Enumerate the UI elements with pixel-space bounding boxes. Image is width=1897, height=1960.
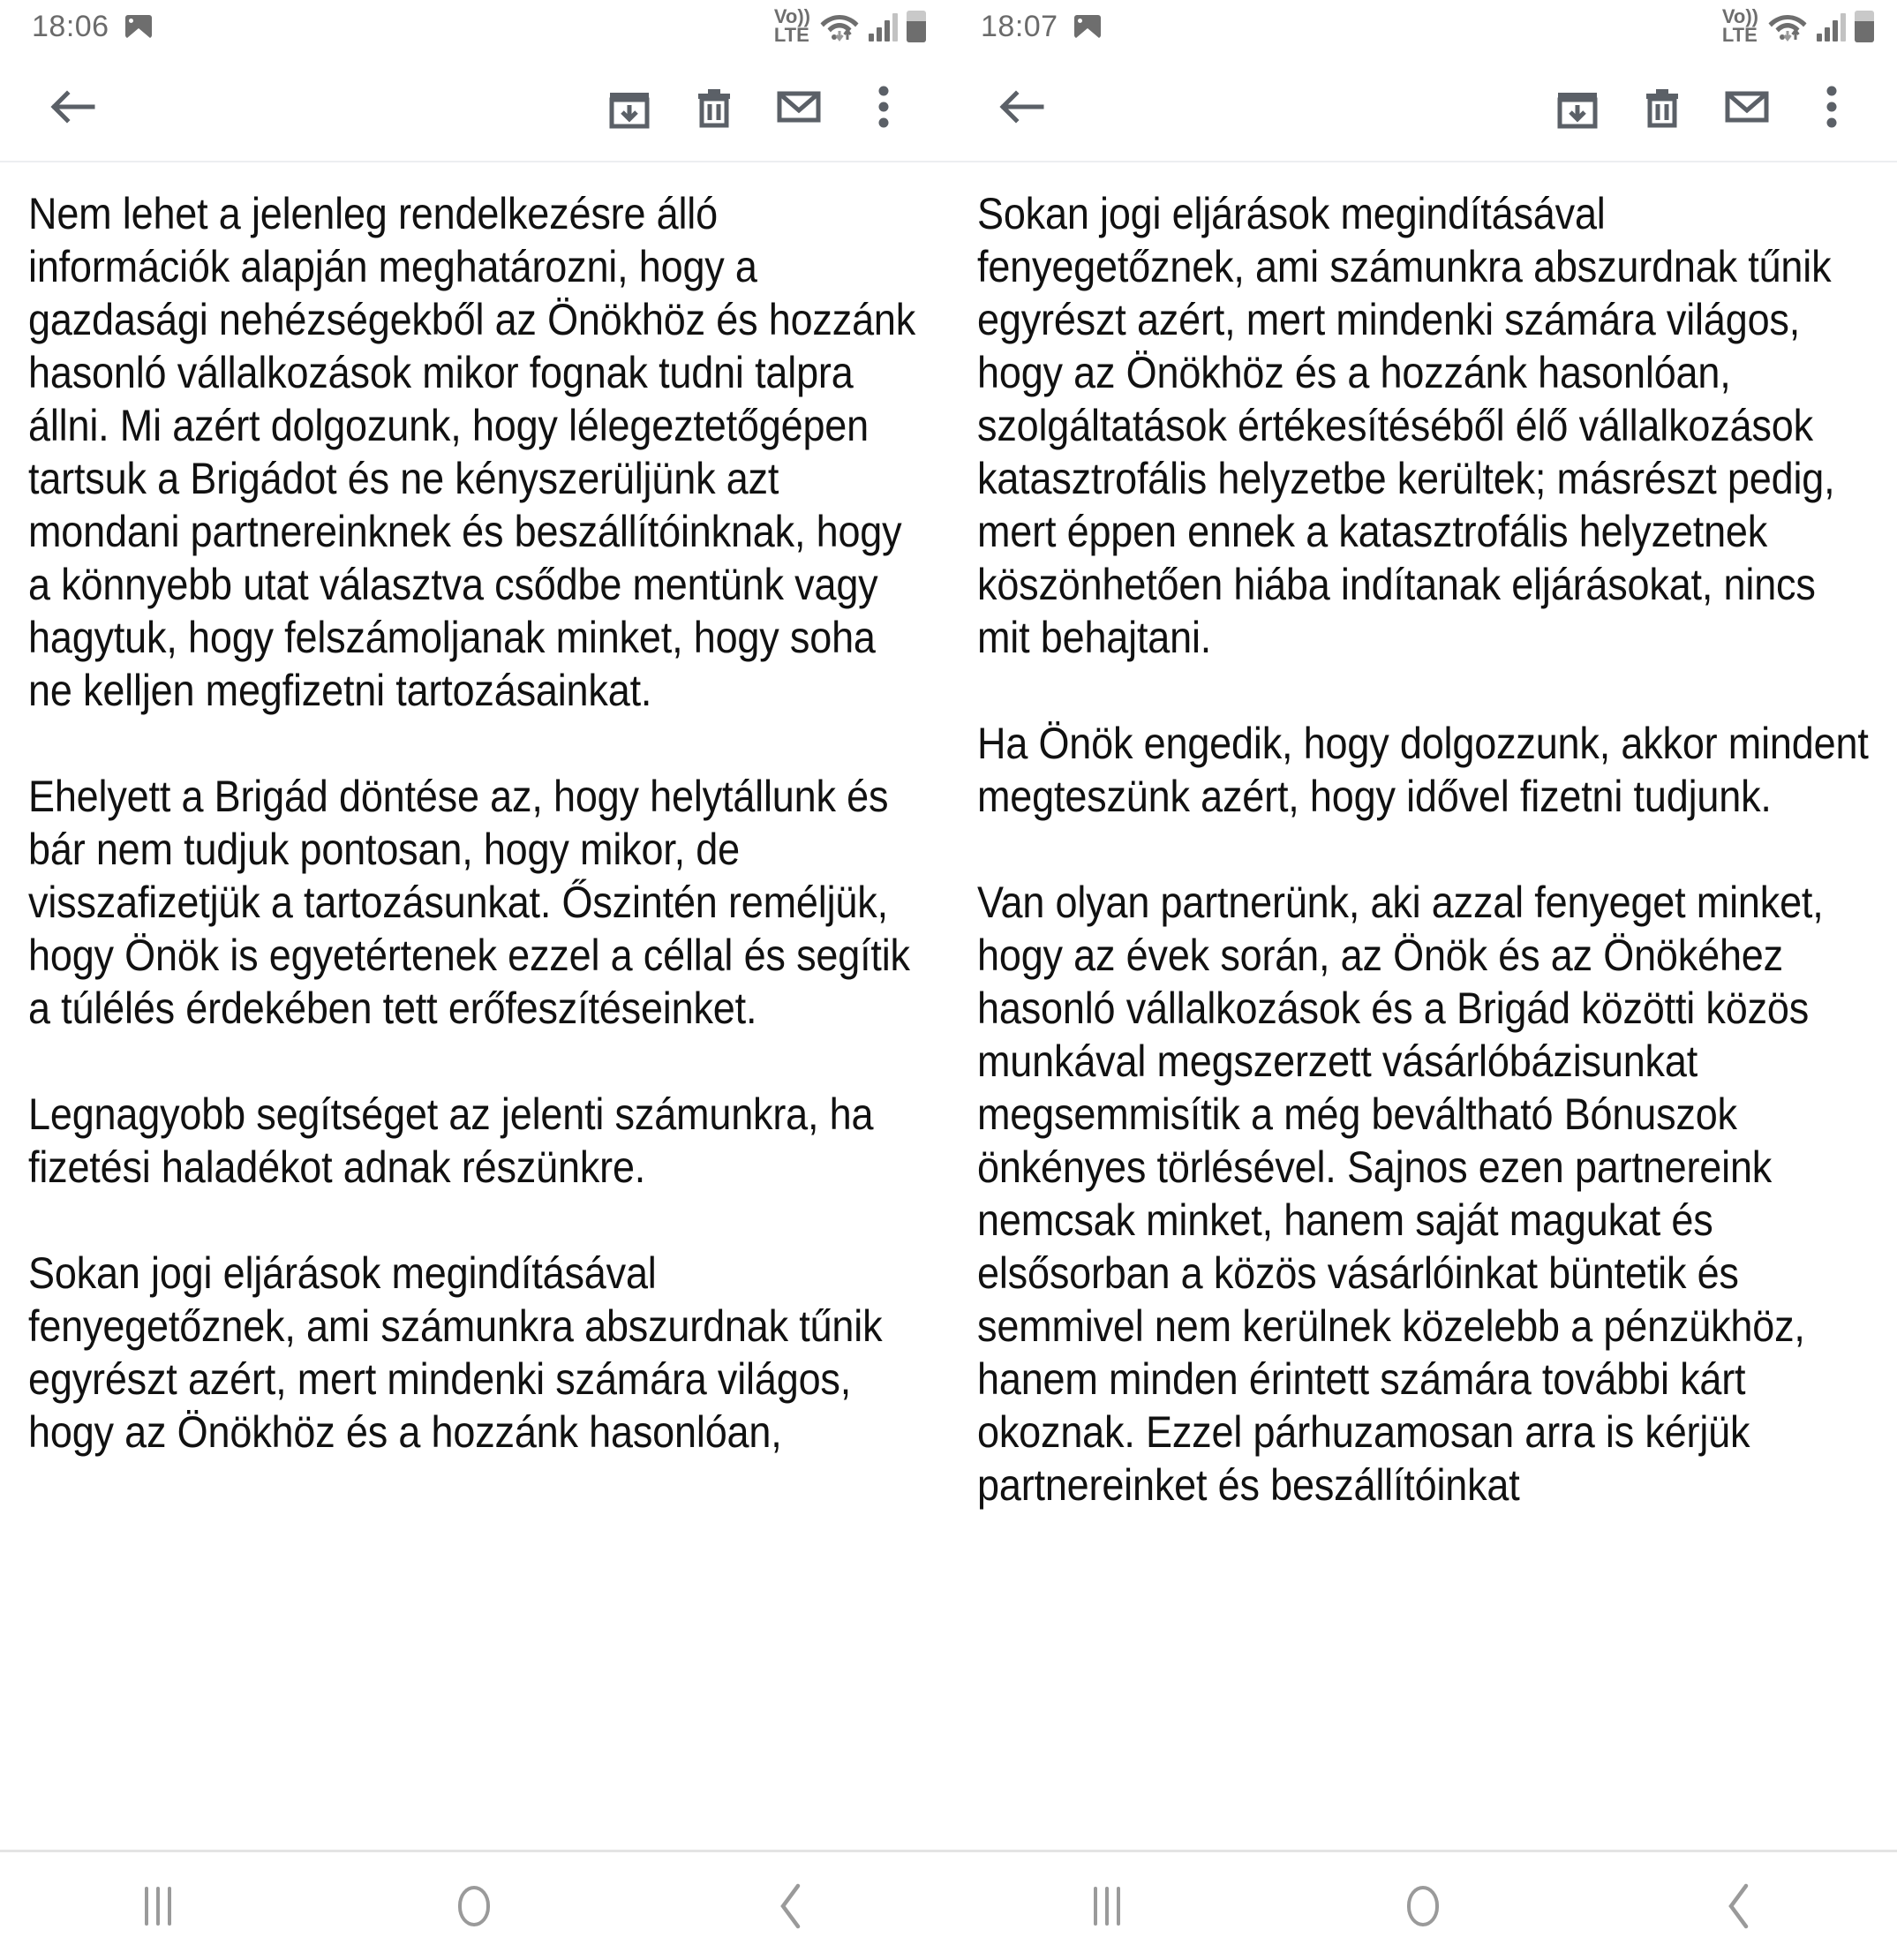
nav-back-icon: [777, 1882, 805, 1930]
home-icon: [1407, 1886, 1439, 1926]
wifi-icon: [819, 10, 860, 43]
message-paragraph: Ehelyett a Brigád döntése az, hogy helytállunk és bár nem tudjuk pontosan, hogy mikor, de visszafizetjük a tartozásunkat. Őszintén reméljük, hogy Önök is egyetértenek ezzel a céllal és segítik a túlélés érdekében tett erőfeszítéseinket.: [28, 772, 910, 1033]
signal-bars-icon: [1817, 11, 1846, 41]
battery-icon: [1855, 11, 1874, 42]
status-bar-left: [0, 0, 949, 53]
system-nav-bar-right: [949, 1852, 1897, 1960]
signal-bars-icon: [869, 11, 898, 41]
system-nav-bar-left: [0, 1852, 949, 1960]
app-toolbar-left: [0, 53, 949, 161]
nav-back-icon: [1725, 1882, 1753, 1930]
archive-icon: [606, 84, 652, 130]
message-paragraph: Ha Önök engedik, hogy dolgozzunk, akkor mindent megteszünk azért, hogy idővel fizetni tudjunk.: [977, 719, 1869, 821]
message-paragraph: Sokan jogi eljárások megindításával fenyegetőznek, ami számunkra abszurdnak tűnik egyrészt azért, mert mindenki számára világos, hogy az Önökhöz és a hozzánk hasonlóan,: [28, 1248, 883, 1457]
archive-button[interactable]: [1535, 64, 1620, 149]
overflow-menu-button[interactable]: [1789, 64, 1874, 149]
envelope-icon: [1723, 84, 1771, 130]
archive-button[interactable]: [587, 64, 672, 149]
volte-line-2: LTE: [773, 24, 809, 46]
battery-icon: [907, 11, 926, 42]
nav-recents-button[interactable]: [1041, 1862, 1173, 1950]
envelope-icon: [775, 84, 823, 130]
home-icon: [458, 1886, 490, 1926]
status-bar-right-group: [773, 5, 926, 46]
message-body-right[interactable]: [949, 162, 1897, 1850]
back-arrow-icon: [997, 82, 1046, 132]
volte-indicator: [1721, 5, 1758, 46]
status-bar-right: [949, 0, 1897, 53]
delete-button[interactable]: [672, 64, 757, 149]
volte-line-1: Vo)): [773, 5, 810, 28]
mark-unread-button[interactable]: [1705, 64, 1789, 149]
nav-home-button[interactable]: [1357, 1862, 1489, 1950]
nav-home-button[interactable]: [408, 1862, 540, 1950]
back-button[interactable]: [30, 64, 115, 149]
recents-icon: [1094, 1887, 1120, 1926]
archive-icon: [1554, 84, 1600, 130]
message-paragraph: Sokan jogi eljárások megindításával fenyegetőznek, ami számunkra abszurdnak tűnik egyrészt azért, mert mindenki számára világos, hogy az Önökhöz és a hozzánk hasonlóan, szolgáltatások értékesítéséből élő vállalkozások katasztrofális helyzetbe kerültek; másrészt pedig, mert éppen ennek a katasztrofális helyzetnek köszönhetően hiába indítanak eljárásokat, nincs mit behajtani.: [977, 189, 1835, 662]
wifi-icon: [1767, 10, 1808, 43]
image-icon: [125, 15, 152, 38]
status-bar-left-group: [981, 11, 1101, 41]
volte-line-1: Vo)): [1721, 5, 1758, 28]
status-clock: 18:07: [981, 10, 1058, 43]
status-bar-right-group: [1721, 5, 1874, 46]
volte-indicator: [773, 5, 810, 46]
status-clock: 18:06: [32, 10, 109, 43]
status-bar-left-group: [32, 11, 152, 41]
trash-icon: [1639, 84, 1685, 130]
message-body-left[interactable]: [0, 162, 949, 1850]
message-paragraph: Legnagyobb segítséget az jelenti számunkra, ha fizetési haladékot adnak részünkre.: [28, 1089, 874, 1192]
back-button[interactable]: [979, 64, 1064, 149]
recents-icon: [145, 1887, 171, 1926]
nav-back-button[interactable]: [725, 1862, 857, 1950]
image-icon: [1074, 15, 1101, 38]
nav-back-button[interactable]: [1673, 1862, 1805, 1950]
back-arrow-icon: [48, 82, 97, 132]
mark-unread-button[interactable]: [757, 64, 841, 149]
delete-button[interactable]: [1620, 64, 1705, 149]
more-vertical-icon: [1825, 84, 1838, 130]
phone-screen-right: [949, 0, 1897, 1960]
overflow-menu-button[interactable]: [841, 64, 926, 149]
app-toolbar-right: [949, 53, 1897, 161]
volte-line-2: LTE: [1721, 24, 1758, 46]
nav-recents-button[interactable]: [92, 1862, 224, 1950]
more-vertical-icon: [877, 84, 890, 130]
message-paragraph: Nem lehet a jelenleg rendelkezésre álló információk alapján meghatározni, hogy a gazdasági nehézségekből az Önökhöz és hozzánk hasonló vállalkozások mikor fognak tudni talpra állni. Mi azért dolgozunk, hogy lélegeztetőgépen tartsuk a Brigádot és ne kényszerüljünk azt mondani partnereinknek és beszállítóinknak, hogy a könnyebb utat választva csődbe mentünk vagy hagytuk, hogy felszámoljanak minket, hogy soha ne kelljen megfizetni tartozásainkat.: [28, 189, 916, 715]
message-paragraph: Van olyan partnerünk, aki azzal fenyeget minket, hogy az évek során, az Önök és az Önökéhez hasonló vállalkozások és a Brigád közötti közös munkával megszerzett vásárlóbázisunkat megsemmisítik a még beváltható Bónuszok önkényes törlésével. Sajnos ezen partnereink nemcsak minket, hanem saját magukat és elsősorban a közös vásárlóinkat büntetik és semmivel nem kerülnek közelebb a pénzükhöz, hanem minden érintett számára további kárt okoznak. Ezzel párhuzamosan arra is kérjük partnereinket és beszállítóinkat: [977, 878, 1824, 1510]
trash-icon: [691, 84, 737, 130]
